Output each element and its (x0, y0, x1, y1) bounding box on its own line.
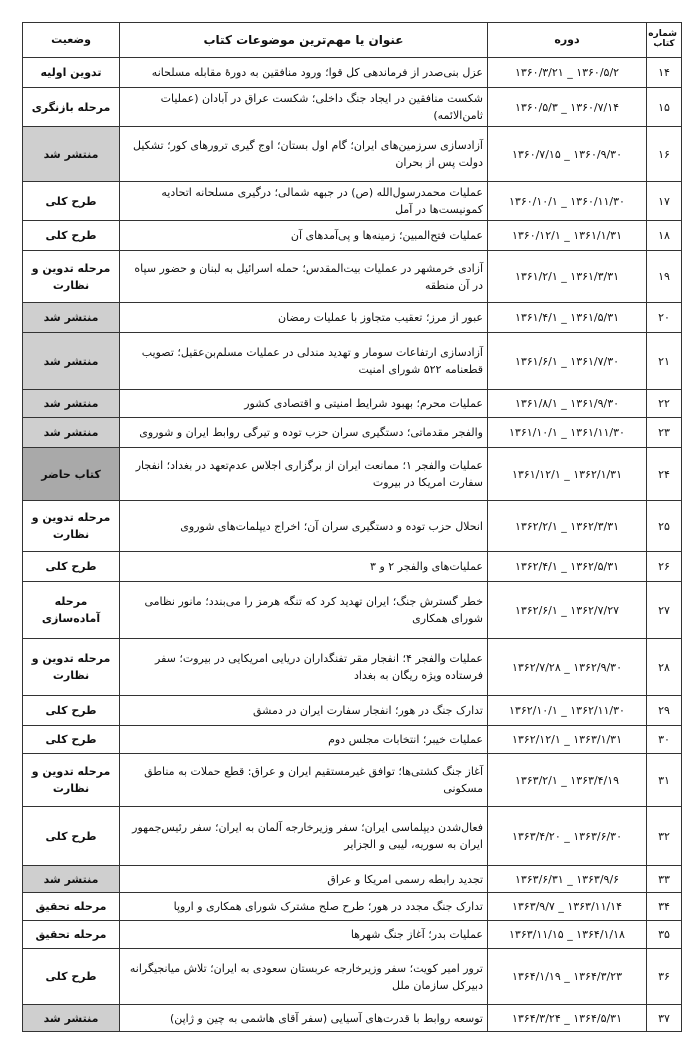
header-number: شماره کتاب (647, 23, 682, 58)
row-period: ۱۳۶۴/۱/۱۹ _ ۱۳۶۴/۳/۲۳ (488, 949, 647, 1005)
row-status: مرحله آماده‌سازی (23, 582, 120, 639)
books-table (22, 22, 682, 1032)
row-number: ۳۳ (647, 866, 682, 893)
row-number: ۲۲ (647, 390, 682, 418)
table-row (23, 582, 682, 639)
table-row (23, 1005, 682, 1032)
row-title: فعال‌شدن دیپلماسی ایران؛ سفر وزیرخارجه آلمان به ایران؛ سفر رئیس‌جمهور ایران به سوریه، لیبی و الجزایر (120, 807, 488, 866)
row-title: توسعه روابط با قدرت‌های آسیایی (سفر آقای هاشمی به چین و ژاپن) (120, 1005, 488, 1032)
row-title: خطر گسترش جنگ؛ ایران تهدید کرد که تنگه هرمز را می‌بندد؛ مانور نظامی شورای همکاری (120, 582, 488, 639)
row-number: ۱۴ (647, 58, 682, 88)
row-number: ۲۹ (647, 696, 682, 726)
table-row (23, 418, 682, 448)
table-row (23, 333, 682, 390)
row-period: ۱۳۶۰/۳/۲۱ _ ۱۳۶۰/۵/۲ (488, 58, 647, 88)
row-status: طرح کلی (23, 807, 120, 866)
header-period: دوره (488, 23, 647, 58)
row-status: طرح کلی (23, 726, 120, 754)
row-title: عملیات بدر؛ آغاز جنگ شهرها (120, 921, 488, 949)
row-period: ۱۳۶۱/۶/۱ _ ۱۳۶۱/۷/۳۰ (488, 333, 647, 390)
row-period: ۱۳۶۳/۲/۱ _ ۱۳۶۳/۴/۱۹ (488, 754, 647, 807)
row-title: ترور امیر کویت؛ سفر وزیرخارجه عربستان سعودی به ایران؛ تلاش میانجیگرانه دبیرکل سازمان ملل (120, 949, 488, 1005)
row-period: ۱۳۶۰/۷/۱۵ _ ۱۳۶۰/۹/۳۰ (488, 127, 647, 182)
table-row (23, 639, 682, 696)
row-period: ۱۳۶۲/۲/۱ _ ۱۳۶۲/۳/۳۱ (488, 501, 647, 552)
row-title: عبور از مرز؛ تعقیب متجاوز با عملیات رمضان (120, 303, 488, 333)
row-number: ۱۵ (647, 88, 682, 127)
table-row (23, 390, 682, 418)
row-status: منتشر شد (23, 390, 120, 418)
row-status: مرحله تدوین و نظارت (23, 754, 120, 807)
table-row (23, 754, 682, 807)
row-status: مرحله تدوین و نظارت (23, 639, 120, 696)
row-number: ۲۸ (647, 639, 682, 696)
header-row (23, 23, 682, 58)
row-period: ۱۳۶۲/۱۰/۱ _ ۱۳۶۲/۱۱/۳۰ (488, 696, 647, 726)
row-number: ۲۳ (647, 418, 682, 448)
header-title: عنوان یا مهم‌ترین موضوعات کتاب (120, 23, 488, 58)
row-status: طرح کلی (23, 696, 120, 726)
row-period: ۱۳۶۱/۴/۱ _ ۱۳۶۱/۵/۳۱ (488, 303, 647, 333)
table-row (23, 127, 682, 182)
row-period: ۱۳۶۰/۱۲/۱ _ ۱۳۶۱/۱/۳۱ (488, 221, 647, 251)
row-title: عملیات خیبر؛ انتخابات مجلس دوم (120, 726, 488, 754)
row-period: ۱۳۶۰/۵/۳ _ ۱۳۶۰/۷/۱۴ (488, 88, 647, 127)
row-period: ۱۳۶۲/۴/۱ _ ۱۳۶۲/۵/۳۱ (488, 552, 647, 582)
row-title: عملیات محمدرسول‌الله (ص) در جبهه شمالی؛ درگیری مسلحانه اتحادیه کمونیست‌ها در آمل (120, 182, 488, 221)
row-status: مرحله بازنگری (23, 88, 120, 127)
row-period: ۱۳۶۱/۱۰/۱ _ ۱۳۶۱/۱۱/۳۰ (488, 418, 647, 448)
table-row (23, 303, 682, 333)
row-number: ۲۱ (647, 333, 682, 390)
header-status: وضعیت (23, 23, 120, 58)
row-status: منتشر شد (23, 418, 120, 448)
table-row (23, 88, 682, 127)
row-period: ۱۳۶۲/۷/۲۸ _ ۱۳۶۲/۹/۳۰ (488, 639, 647, 696)
row-number: ۲۶ (647, 552, 682, 582)
row-period: ۱۳۶۳/۴/۲۰ _ ۱۳۶۳/۶/۳۰ (488, 807, 647, 866)
row-number: ۳۰ (647, 726, 682, 754)
table-row (23, 921, 682, 949)
table-row (23, 807, 682, 866)
table-row (23, 949, 682, 1005)
table-row (23, 448, 682, 501)
row-status: مرحله تحقیق (23, 893, 120, 921)
row-title: تدارک جنگ مجدد در هور؛ طرح صلح مشترک شورای همکاری و اروپا (120, 893, 488, 921)
row-number: ۱۷ (647, 182, 682, 221)
row-title: والفجر مقدماتی؛ دستگیری سران حزب توده و تیرگی روابط ایران و شوروی (120, 418, 488, 448)
row-status: مرحله تدوین و نظارت (23, 251, 120, 303)
row-period: ۱۳۶۱/۲/۱ _ ۱۳۶۱/۳/۳۱ (488, 251, 647, 303)
row-title: تدارک جنگ در هور؛ انفجار سفارت ایران در دمشق (120, 696, 488, 726)
row-number: ۲۵ (647, 501, 682, 552)
row-number: ۳۵ (647, 921, 682, 949)
table-row (23, 866, 682, 893)
row-period: ۱۳۶۲/۶/۱ _ ۱۳۶۲/۷/۲۷ (488, 582, 647, 639)
table-row (23, 501, 682, 552)
table-row (23, 221, 682, 251)
row-number: ۱۶ (647, 127, 682, 182)
row-title: عزل بنی‌صدر از فرماندهی کل قوا؛ ورود منافقین به دورهٔ مقابله مسلحانه (120, 58, 488, 88)
table-row (23, 552, 682, 582)
row-number: ۳۶ (647, 949, 682, 1005)
row-period: ۱۳۶۳/۶/۳۱ _ ۱۳۶۳/۹/۶ (488, 866, 647, 893)
row-number: ۳۱ (647, 754, 682, 807)
row-status: طرح کلی (23, 552, 120, 582)
row-title: تجدید رابطه رسمی امریکا و عراق (120, 866, 488, 893)
row-number: ۲۴ (647, 448, 682, 501)
row-status: کتاب حاضر (23, 448, 120, 501)
row-period: ۱۳۶۲/۱۲/۱ _ ۱۳۶۳/۱/۳۱ (488, 726, 647, 754)
row-status: طرح کلی (23, 221, 120, 251)
row-number: ۳۷ (647, 1005, 682, 1032)
table-row (23, 696, 682, 726)
row-period: ۱۳۶۱/۸/۱ _ ۱۳۶۱/۹/۳۰ (488, 390, 647, 418)
row-number: ۱۸ (647, 221, 682, 251)
row-status: مرحله تحقیق (23, 921, 120, 949)
row-number: ۳۲ (647, 807, 682, 866)
row-period: ۱۳۶۰/۱۰/۱ _ ۱۳۶۰/۱۱/۳۰ (488, 182, 647, 221)
table-row (23, 893, 682, 921)
row-status: منتشر شد (23, 1005, 120, 1032)
row-period: ۱۳۶۴/۳/۲۴ _ ۱۳۶۴/۵/۳۱ (488, 1005, 647, 1032)
row-number: ۲۷ (647, 582, 682, 639)
row-period: ۱۳۶۳/۱۱/۱۵ _ ۱۳۶۴/۱/۱۸ (488, 921, 647, 949)
row-status: منتشر شد (23, 333, 120, 390)
row-number: ۳۴ (647, 893, 682, 921)
row-period: ۱۳۶۳/۹/۷ _ ۱۳۶۳/۱۱/۱۴ (488, 893, 647, 921)
table-body (23, 58, 682, 1032)
row-title: شکست منافقین در ایجاد جنگ داخلی؛ شکست عراق در آبادان (عملیات ثامن‌الائمه) (120, 88, 488, 127)
row-title: آزادی خرمشهر در عملیات بیت‌المقدس؛ حمله اسرائیل به لبنان و حضور سپاه در آن منطقه (120, 251, 488, 303)
row-title: عملیات‌های والفجر ۲ و ۳ (120, 552, 488, 582)
row-title: آزادسازی سرزمین‌های ایران؛ گام اول بستان؛ اوج گیری ترورهای کور؛ تشکیل دولت پس از بحران (120, 127, 488, 182)
table-row (23, 251, 682, 303)
table-row (23, 726, 682, 754)
row-period: ۱۳۶۱/۱۲/۱ _ ۱۳۶۲/۱/۳۱ (488, 448, 647, 501)
row-title: انحلال حزب توده و دستگیری سران آن؛ اخراج دیپلمات‌های شوروی (120, 501, 488, 552)
row-status: طرح کلی (23, 182, 120, 221)
row-number: ۲۰ (647, 303, 682, 333)
row-status: منتشر شد (23, 127, 120, 182)
row-status: تدوین اولیه (23, 58, 120, 88)
row-title: عملیات والفجر ۴؛ انفجار مقر تفنگداران دریایی امریکایی در بیروت؛ سفر فرستاده ویژه ریگان به بغداد (120, 639, 488, 696)
row-status: طرح کلی (23, 949, 120, 1005)
row-title: عملیات والفجر ۱؛ ممانعت ایران از برگزاری اجلاس عدم‌تعهد در بغداد؛ انفجار سفارت امریکا در بیروت (120, 448, 488, 501)
row-status: منتشر شد (23, 866, 120, 893)
row-number: ۱۹ (647, 251, 682, 303)
row-title: عملیات فتح‌المبین؛ زمینه‌ها و پی‌آمدهای آن (120, 221, 488, 251)
row-title: آغاز جنگ کشتی‌ها؛ توافق غیرمستقیم ایران و عراق: قطع حملات به مناطق مسکونی (120, 754, 488, 807)
row-title: آزادسازی ارتفاعات سومار و تهدید مندلی در عملیات مسلم‌بن‌عقیل؛ تصویب قطعنامه ۵۲۲ شورای امنیت (120, 333, 488, 390)
table-row (23, 182, 682, 221)
row-title: عملیات محرم؛ بهبود شرایط امنیتی و اقتصادی کشور (120, 390, 488, 418)
row-status: منتشر شد (23, 303, 120, 333)
row-status: مرحله تدوین و نظارت (23, 501, 120, 552)
table-row (23, 58, 682, 88)
